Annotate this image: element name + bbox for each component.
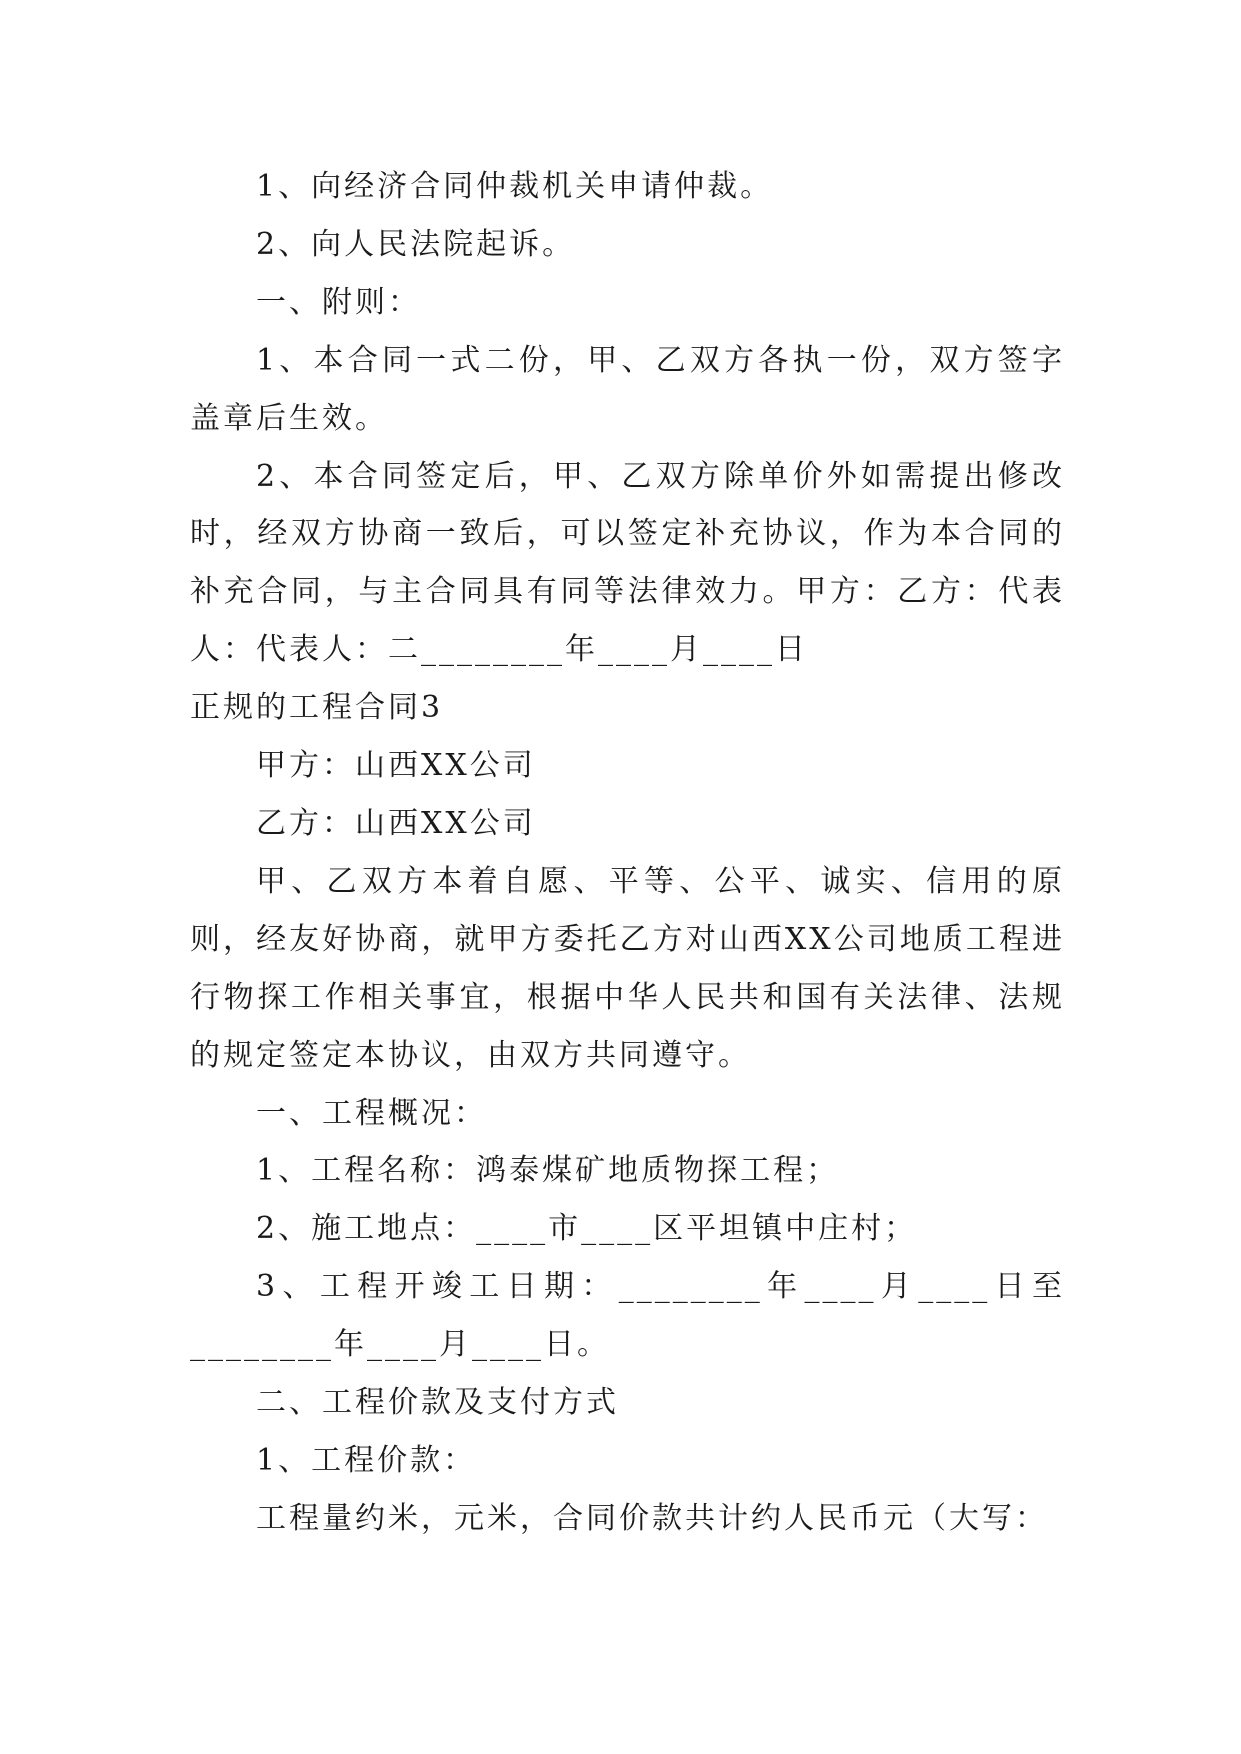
project-price-detail: 工程量约米，元米，合同价款共计约人民币元（大写： [256,1500,1048,1536]
paragraph-amendment-signatures: 2、本合同签定后，甲、乙双方除单价外如需提出修改时，经双方协商一致后，可以签定补充协议，作为本合同的补充合同，与主合同具有同等法律效力。甲方：乙方：代表人：代表人：二________年____月____日 [190,458,1065,668]
heading-project-overview: 一、工程概况： [256,1095,487,1131]
project-dates: 3、工程开竣工日期：________年____月____日至________年____月____日。 [190,1269,1065,1363]
party-a: 甲方：山西XX公司 [256,748,536,784]
section-title-contract-3: 正规的工程合同3 [190,690,444,726]
paragraph-copies: 1、本合同一式二份，甲、乙双方各执一份，双方签字盖章后生效。 [190,342,1065,436]
heading-supplementary-provisions: 一、附则： [256,284,421,320]
project-location: 2、施工地点：____市____区平坦镇中庄村； [256,1211,918,1247]
project-name: 1、工程名称：鸿泰煤矿地质物探工程； [256,1153,840,1189]
paragraph-arbitration: 1、向经济合同仲裁机关申请仲裁。 [256,169,774,204]
paragraph-preamble: 甲、乙双方本着自愿、平等、公平、诚实、信用的原则，经友好协商，就甲方委托乙方对山西XX公司地质工程进行物探工作相关事宜，根据中华人民共和国有关法律、法规的规定签定本协议，由双方共同遵守。 [190,863,1065,1073]
heading-price-payment: 二、工程价款及支付方式 [256,1385,619,1421]
project-price-label: 1、工程价款： [256,1442,477,1478]
document-body [190,158,1065,1548]
party-b: 乙方：山西XX公司 [256,805,536,841]
paragraph-lawsuit: 2、向人民法院起诉。 [256,226,576,262]
